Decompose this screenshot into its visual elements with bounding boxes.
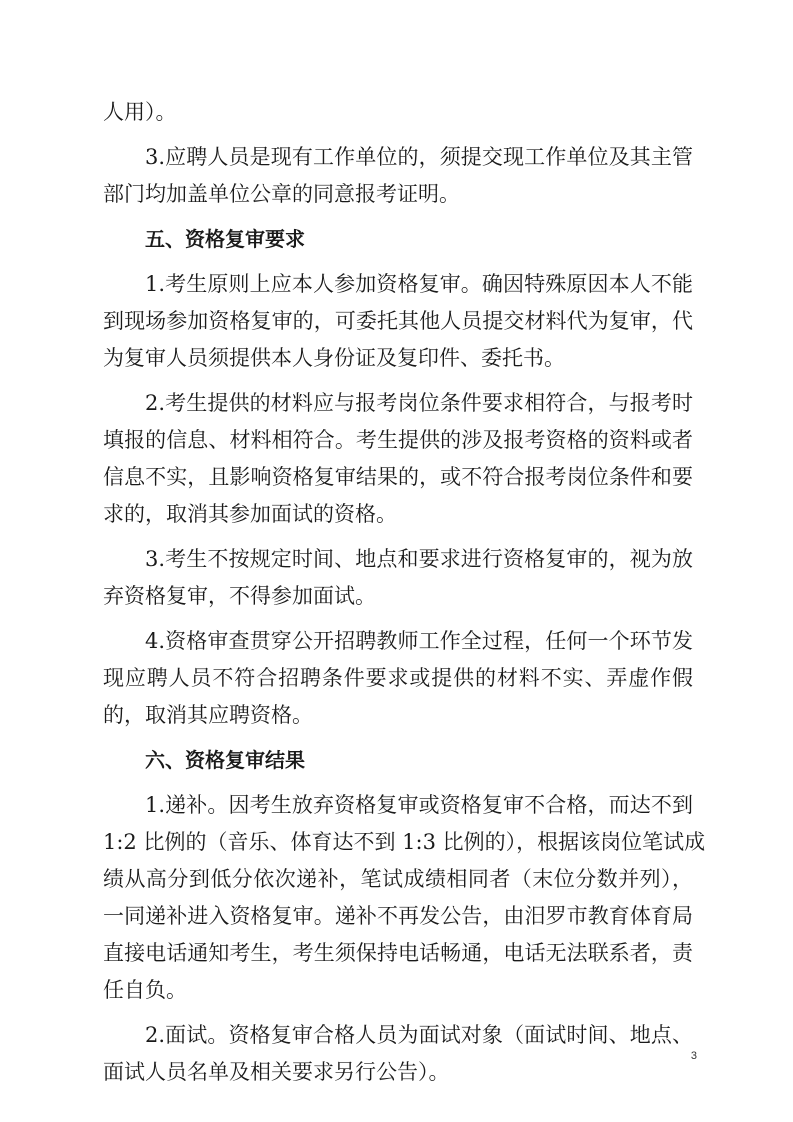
paragraph-line: 信息不实，且影响资格复审结果的，或不符合报考岗位条件和要 (103, 465, 693, 489)
paragraph-line: 2.考生提供的材料应与报考岗位条件要求相符合，与报考时 (145, 391, 693, 415)
paragraph-line: 的，取消其应聘资格。 (103, 703, 313, 727)
paragraph-line: 绩从高分到低分依次递补，笔试成绩相同者（末位分数并列）， (103, 867, 693, 891)
section-heading: 六、资格复审结果 (145, 748, 305, 772)
paragraph-line: 直接电话通知考生，考生须保持电话畅通，电话无法联系者，责 (103, 941, 693, 965)
paragraph-line: 1.递补。因考生放弃资格复审或资格复审不合格，而达不到 (145, 793, 693, 817)
section-heading: 五、资格复审要求 (145, 227, 305, 251)
page-number: 3 (690, 1050, 697, 1062)
paragraph-line: 4.资格审查贯穿公开招聘教师工作全过程，任何一个环节发 (145, 629, 693, 653)
paragraph-line: 现应聘人员不符合招聘条件要求或提供的材料不实、弄虚作假 (103, 666, 693, 690)
paragraph-line: 部门均加盖单位公章的同意报考证明。 (103, 182, 460, 206)
paragraph-line: 一同递补进入资格复审。递补不再发公告，由汨罗市教育体育局 (103, 904, 693, 928)
paragraph-line: 弃资格复审，不得参加面试。 (103, 584, 376, 608)
paragraph-line: 到现场参加资格复审的，可委托其他人员提交材料代为复审，代 (103, 309, 693, 333)
paragraph-line: 1.考生原则上应本人参加资格复审。确因特殊原因本人不能 (145, 272, 693, 296)
paragraph-line: 人用）。 (103, 100, 177, 124)
paragraph-line: 面试人员名单及相关要求另行公告）。 (103, 1060, 450, 1084)
paragraph-line: 3.考生不按规定时间、地点和要求进行资格复审的，视为放 (145, 547, 693, 571)
document-body (103, 94, 706, 1091)
paragraph-line: 2.面试。资格复审合格人员为面试对象（面试时间、地点、 (145, 1023, 693, 1047)
paragraph-line: 任自负。 (103, 978, 187, 1002)
paragraph-line: 为复审人员须提供本人身份证及复印件、委托书。 (103, 346, 565, 370)
paragraph-line: 3.应聘人员是现有工作单位的，须提交现工作单位及其主管 (145, 145, 693, 169)
paragraph-line: 求的，取消其参加面试的资格。 (103, 502, 397, 526)
paragraph-line: 1:2 比例的（音乐、体育达不到 1:3 比例的），根据该岗位笔试成 (103, 830, 706, 854)
paragraph-line: 填报的信息、材料相符合。考生提供的涉及报考资格的资料或者 (103, 428, 693, 452)
